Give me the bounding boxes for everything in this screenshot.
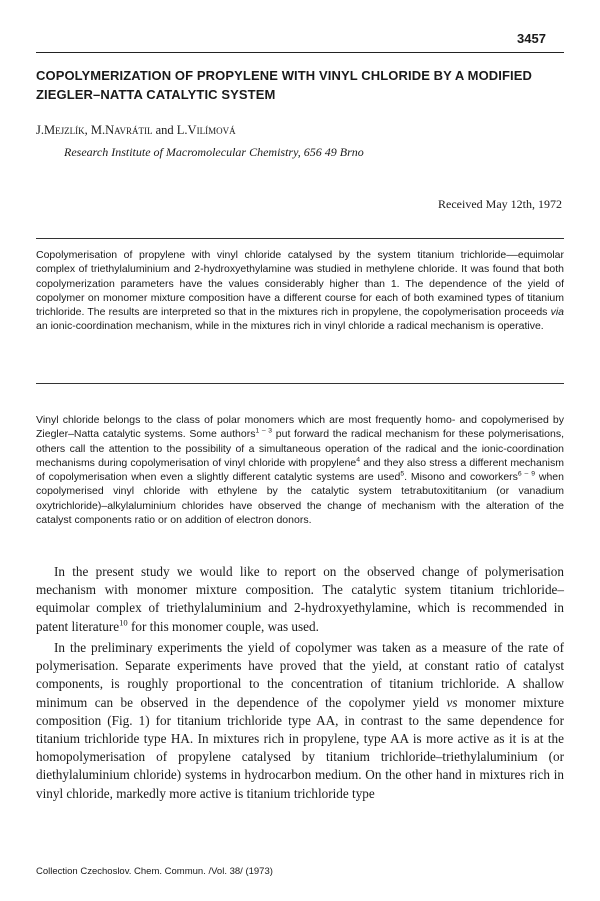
reference-4: 4 [356, 456, 361, 464]
abstract-via: via [550, 306, 564, 319]
abstract-text-2: an ionic-coordination mechanism, while in the mixtures rich in vinyl chloride a radical mechanism is operative. [36, 320, 544, 333]
body-p2-vs: vs [446, 694, 458, 710]
reference-1-3: 1 – 3 [255, 427, 273, 435]
intro-text-4: . Misono and coworkers [404, 471, 518, 484]
intro-text-3: and they also stress a different mechanism of copolymerisation when even a slightly different catalytic systems are used [36, 456, 564, 484]
article-title: COPOLYMERIZATION OF PROPYLENE WITH VINYL CHLORIDE BY A MODIFIED ZIEGLER–NATTA CATALYTIC SYSTEM [36, 68, 532, 102]
body-p2-text-a: In the preliminary experiments the yield of copolymer was taken as a measure of the rate of polymerisation. Separate experiments have proved that the yield, at constant ratio of catalyst components, is roughly proportional to the concentration of titanium trichloride. A shallow minimum can be observed in the dependence of the copolymer yield [36, 640, 564, 710]
author-1-initial: J. [36, 123, 44, 137]
reference-6-9: 6 – 9 [517, 470, 535, 478]
affiliation: Research Institute of Macromolecular Chemistry, 656 49 Brno [64, 145, 364, 159]
abstract [36, 248, 564, 334]
author-2-name: Navrátil [105, 123, 153, 137]
abstract-bottom-rule [36, 383, 564, 384]
header-rule [36, 52, 564, 53]
abstract-top-rule [36, 238, 564, 239]
author-3-name: Vilímová [187, 123, 236, 137]
received-date: Received May 12th, 1972 [438, 197, 562, 211]
body-paragraph-1 [36, 563, 564, 636]
author-separator-2: and L. [152, 123, 188, 137]
intro-text-5: when copolymerised vinyl chloride with ethylene by the catalytic system tetrabutoxititanium (or vanadium oxytrichloride)–alkylaluminium chlorides have observed the change of mechanism with the alteration of the catalyst components ratio or on addition of electron donors. [36, 471, 564, 527]
body-p1-text-a: In the present study we would like to report on the observed change of polymerisation mechanism with monomer mixture composition. The catalytic system titanium trichloride–equimolar complex of triethylaluminium and 2-hydroxyethylamine, which is recommended in patent literature [36, 564, 564, 634]
author-1-name: Mejzlík [44, 123, 85, 137]
reference-5: 5 [400, 470, 405, 478]
author-separator-1: , M. [84, 123, 106, 137]
reference-10: 10 [119, 617, 128, 628]
body-paragraph-2 [36, 639, 564, 803]
body-p2-text-b: monomer mixture composition (Fig. 1) for titanium trichloride type AA, in contrast to the same dependence for titanium trichloride type HA. In mixtures rich in propylene, type AA is more active as it is at the homopolymerisation of propylene catalysed by titanium trichloride–triethylaluminium (or diethylaluminium chloride) systems in hydrocarbon medium. On the other hand in mixtures rich in vinyl chloride, markedly more active is titanium trichloride type [36, 694, 565, 801]
body-p1-text-b: for this monomer couple, was used. [127, 618, 319, 634]
intro-text-2: put forward the radical mechanism for these polymerisations, others call the attention to the possibility of a simultaneous operation of the radical and the ionic-coordination mechanisms during copolymerisation of vinyl chloride with propylene [36, 428, 564, 469]
authors-line [36, 123, 236, 138]
introduction-paragraph [36, 413, 564, 527]
journal-footer: Collection Czechoslov. Chem. Commun. /Vol. 38/ (1973) [36, 866, 273, 877]
abstract-text-1: Copolymerisation of propylene with vinyl chloride catalysed by the system titanium trichloride––equimolar complex of triethylaluminium and 2-hydroxyethylamine was studied in methylene chloride. It was found that both copolymerization parameters have the values considerably higher than 1. The dependence of the yield of copolymer on monomer mixture composition have a different course for each of both examined types of titanium trichloride. The results are interpreted so that in the mixtures rich in propylene, the copolymerisation proceeds [36, 249, 564, 319]
intro-text-1: Vinyl chloride belongs to the class of polar monomers which are most frequently homo- and copolymerised by Ziegler–Natta catalytic systems. Some authors [36, 414, 564, 441]
page-number: 3457 [517, 31, 546, 46]
